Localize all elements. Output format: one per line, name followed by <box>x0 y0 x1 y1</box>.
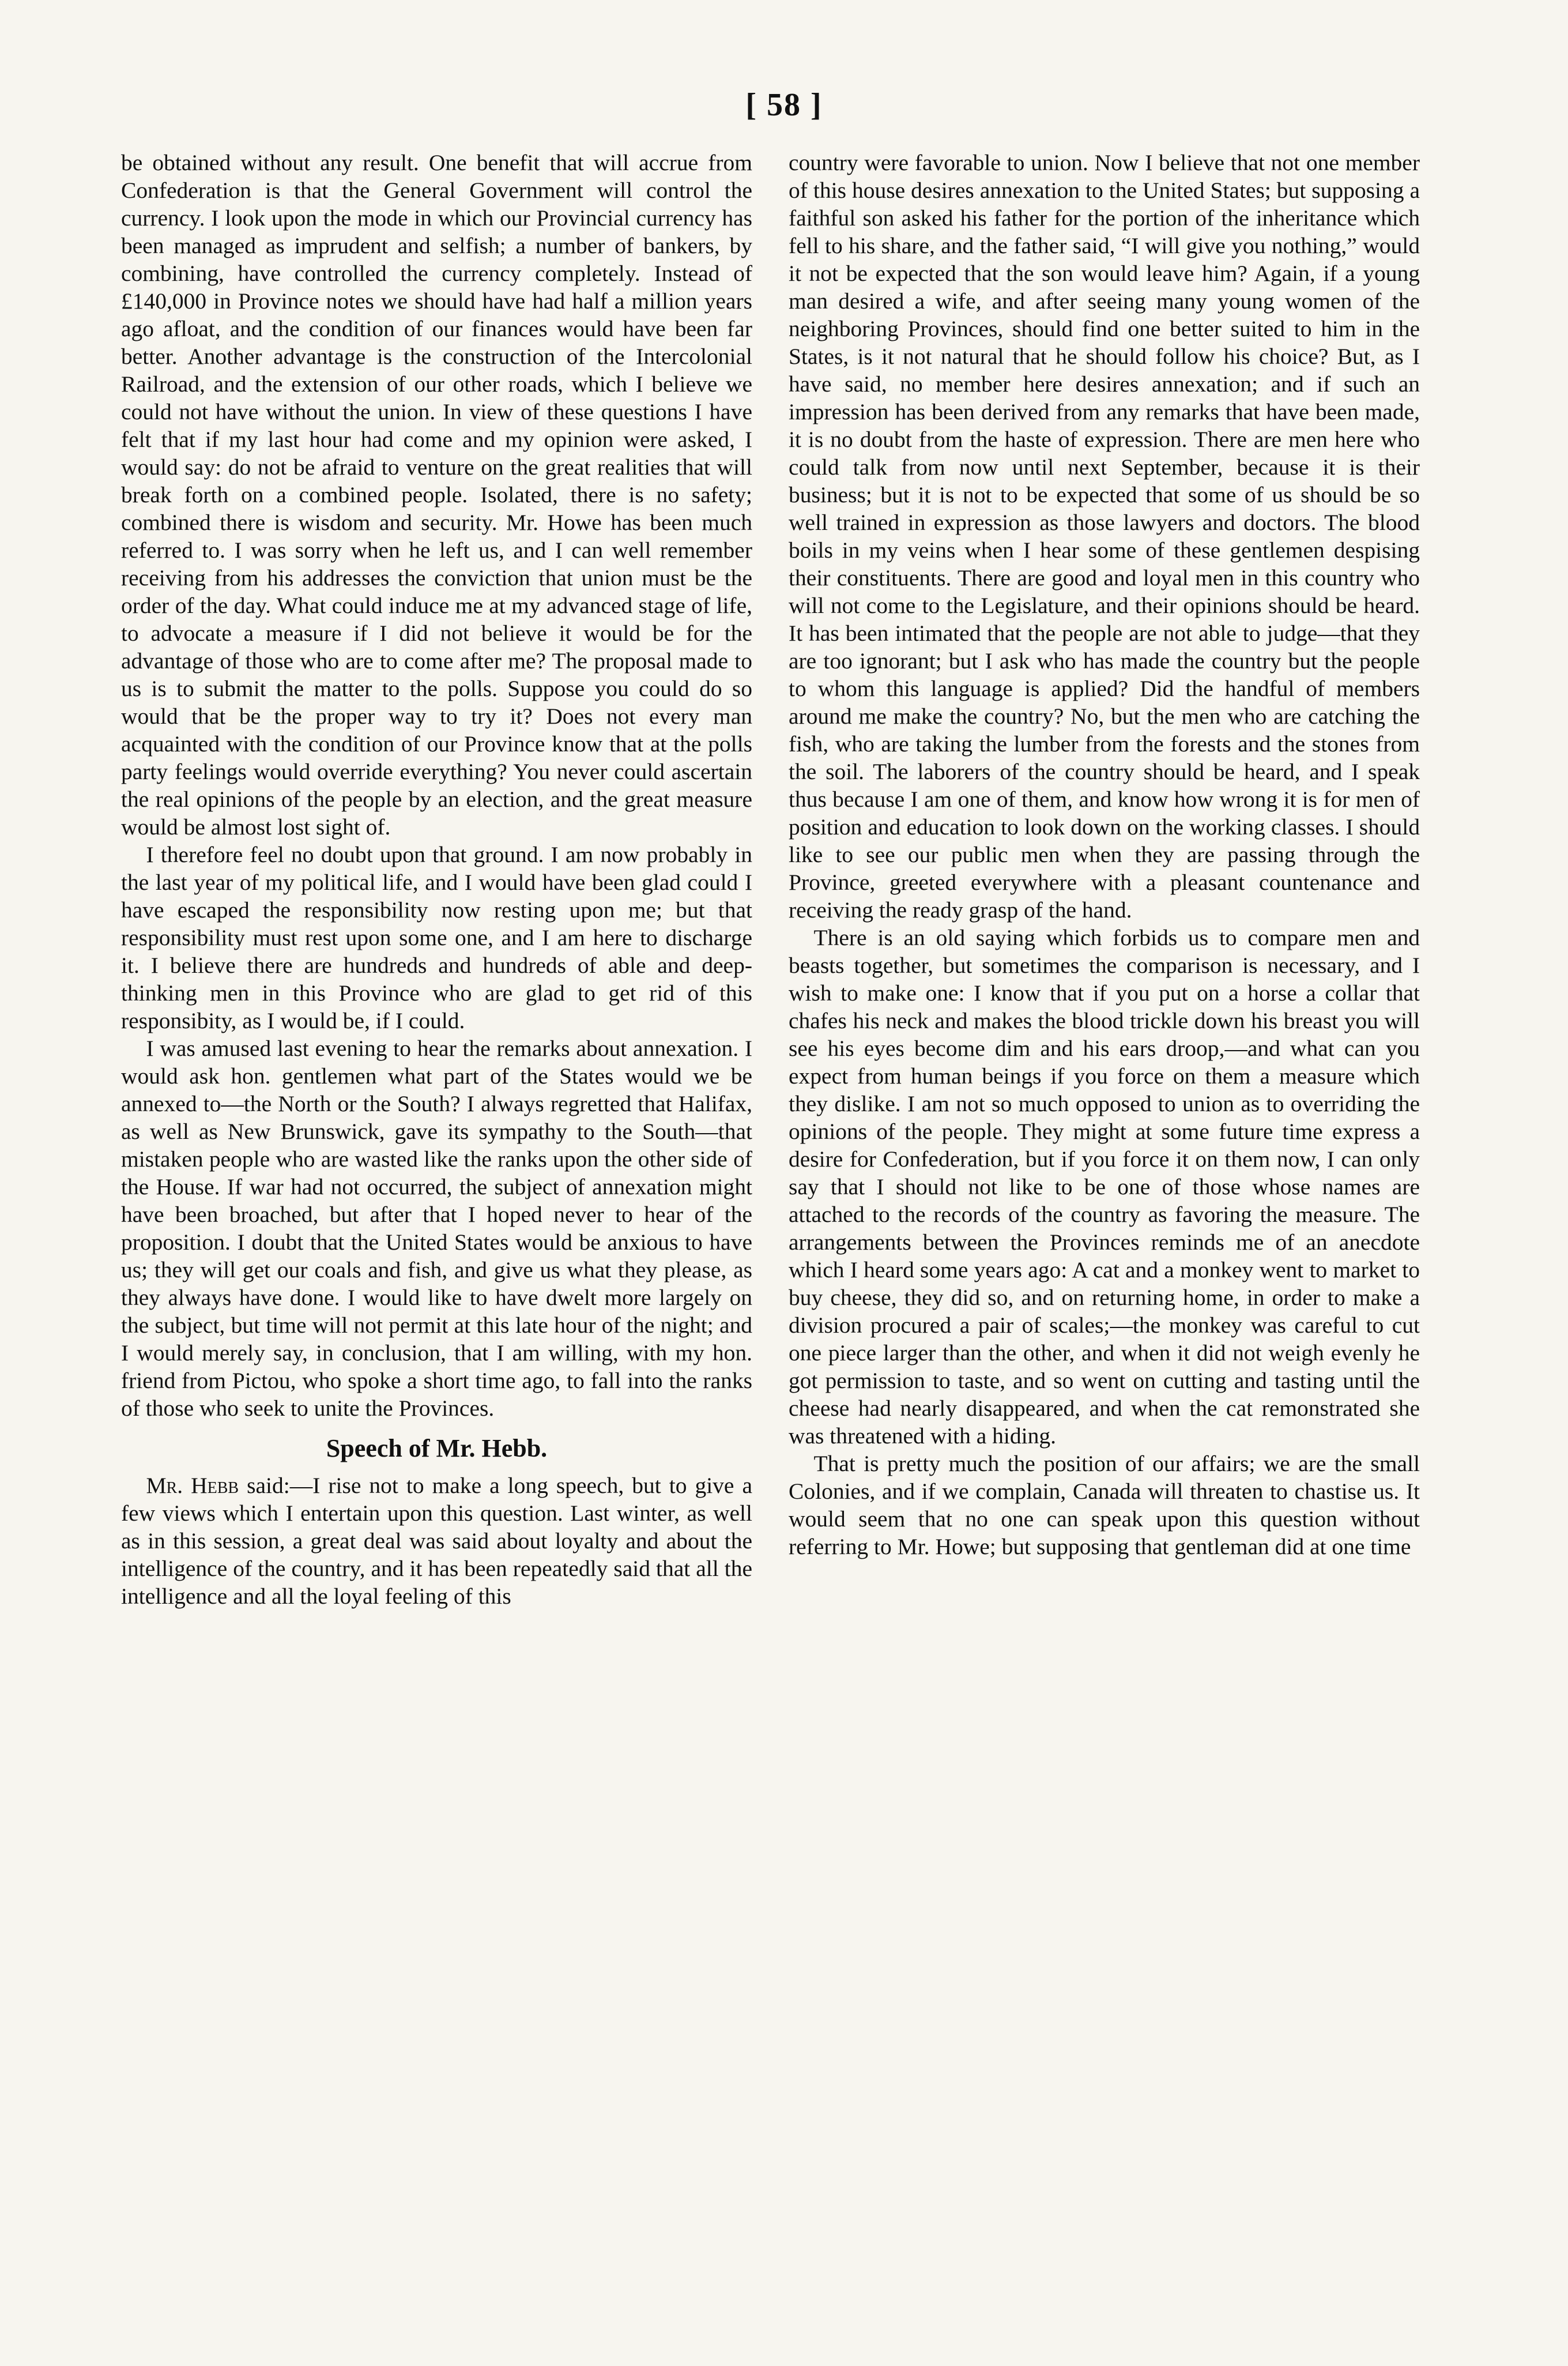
page-number: [ 58 ] <box>745 87 823 123</box>
left-column <box>121 149 752 1610</box>
speech-paragraph <box>121 1472 752 1610</box>
speaker-name: Mr. Hebb <box>146 1473 239 1498</box>
paragraph: There is an old saying which forbids us to compare men and beasts together, but sometimes the comparison is necessary, and I wish to make one: I know that if you put on a horse a collar that chafes his neck and makes the blood trickle down his breast you will see his eyes become dim and his ears droop,—and what can you expect from human beings if you force on them a measure which they dislike. I am not so much opposed to union as to overriding the opinions of the people. They might at some future time express a desire for Confederation, but if you force it on them now, I can only say that I should not like to be one of those whose names are attached to the records of the country as favoring the measure. The arrangements between the Provinces reminds me of an anecdote which I heard some years ago: A cat and a monkey went to market to buy cheese, they did so, and on returning home, in order to make a division procured a pair of scales;—the monkey was careful to cut one piece larger than the other, and when it did not weigh evenly he got permission to taste, and so went on cutting and tasting until the cheese had nearly disappeared, and when the cat remonstrated she was threatened with a hiding. <box>789 925 1420 1449</box>
speech-text: said:—I rise not to make a long speech, but to give a few views which I entertain upon this question. Last winter, as well as in this session, a great deal was said about loyalty and about the intelligence of the country, and it has been repeatedly said that all the intelligence and all the loyal feeling of this <box>121 1473 752 1609</box>
paragraph: That is pretty much the position of our affairs; we are the small Colonies, and if we complain, Canada will threaten to chastise us. It would seem that no one can speak upon this question without referring to Mr. Howe; but supposing that gentleman did at one time <box>789 1451 1420 1559</box>
paragraph: I therefore feel no doubt upon that ground. I am now probably in the last year of my political life, and I would have been glad could I have escaped the responsibility now resting upon me; but that responsibility must rest upon some one, and I am here to discharge it. I believe there are hundreds and hundreds of able and deep-thinking men in this Province who are glad to get rid of this responsibity, as I would be, if I could. <box>121 842 752 1033</box>
right-column <box>789 149 1420 1560</box>
section-heading: Speech of Mr. Hebb. <box>326 1434 548 1462</box>
paragraph: be obtained without any result. One benefit that will accrue from Confederation is that the General Government will control the currency. I look upon the mode in which our Provincial currency has been managed as imprudent and selfish; a number of bankers, by combining, have controlled the currency completely. Instead of £140,000 in Province notes we should have had half a million years ago afloat, and the condition of our finances would have been far better. Another advantage is the construction of the Intercolonial Railroad, and the extension of our other roads, which I believe we could not have without the union. In view of these questions I have felt that if my last hour had come and my opinion were asked, I would say: do not be afraid to venture on the great realities that will break forth on a combined people. Isolated, there is no safety; combined there is wisdom and security. Mr. Howe has been much referred to. I was sorry when he left us, and I can well remember receiving from his addresses the conviction that union must be the order of the day. What could induce me at my advanced stage of life, to advocate a measure if I did not believe it would be for the advantage of those who are to come after me? The proposal made to us is to submit the matter to the polls. Suppose you could do so would that be the proper way to try it? Does not every man acquainted with the condition of our Province know that at the polls party feelings would override everything? You never could ascertain the real opinions of the people by an election, and the great measure would be almost lost sight of. <box>121 150 752 840</box>
paragraph: country were favorable to union. Now I believe that not one member of this house desires annexation to the United States; but supposing a faithful son asked his father for the portion of the inheritance which fell to his share, and the father said, “I will give you nothing,” would it not be expected that the son would leave him? Again, if a young man desired a wife, and after seeing many young women of the neighboring Provinces, should find one better suited to him in the States, is it not natural that he should follow his choice? But, as I have said, no member here desires annexation; and if such an impression has been derived from any remarks that have been made, it is no doubt from the haste of expression. There are men here who could talk from now until next September, because it is their business; but it is not to be expected that some of us should be so well trained in expression as those lawyers and doctors. The blood boils in my veins when I hear some of these gentlemen despising their constituents. There are good and loyal men in this country who will not come to the Legislature, and their opinions should be heard. It has been intimated that the people are not able to judge—that they are too ignorant; but I ask who has made the country but the people to whom this language is applied? Did the handful of members around me make the country? No, but the men who are catching the fish, who are taking the lumber from the forests and the stones from the soil. The laborers of the country should be heard, and I speak thus because I am one of them, and know how wrong it is for men of position and education to look down on the working classes. I should like to see our public men when they are passing through the Province, greeted everywhere with a pleasant countenance and receiving the ready grasp of the hand. <box>789 150 1420 923</box>
paragraph: I was amused last evening to hear the remarks about annexation. I would ask hon. gentlemen what part of the States would we be annexed to—the North or the South? I always regretted that Halifax, as well as New Brunswick, gave its sympathy to the South—that mistaken people who are wasted like the ranks upon the other side of the House. If war had not occurred, the subject of annexation might have been broached, but after that I hoped never to hear of the proposition. I doubt that the United States would be anxious to have us; they will get our coals and fish, and give us what they please, as they always have done. I would like to have dwelt more largely on the subject, but time will not permit at this late hour of the night; and I would merely say, in conclusion, that I am willing, with my hon. friend from Pictou, who spoke a short time ago, to fall into the ranks of those who seek to unite the Provinces. <box>121 1036 752 1421</box>
